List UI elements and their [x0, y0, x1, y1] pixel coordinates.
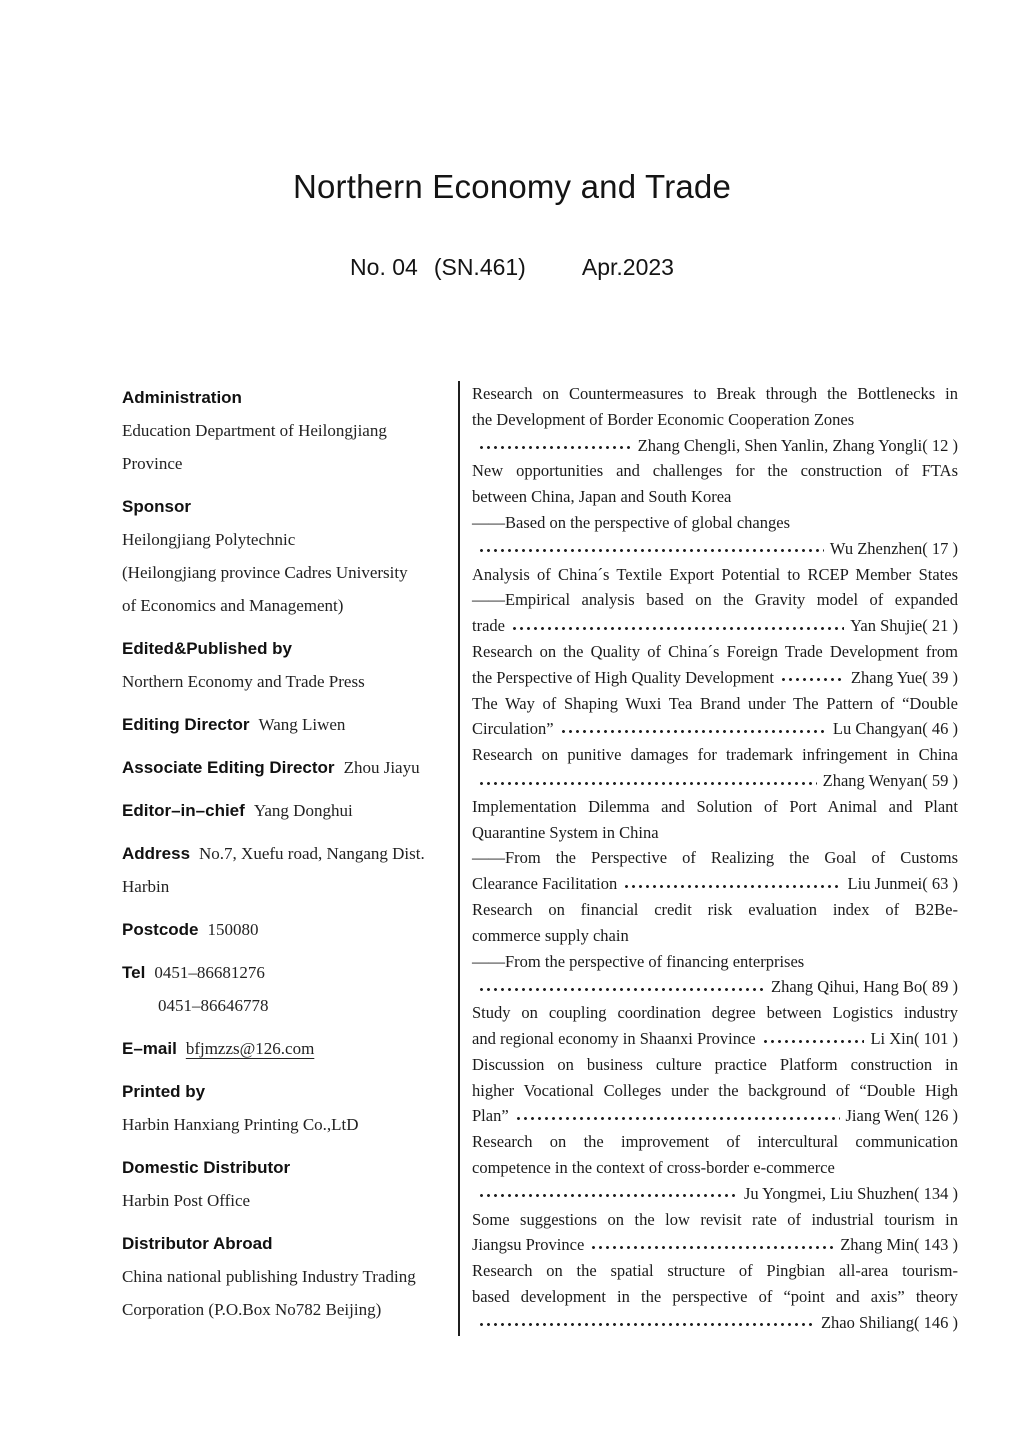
publisher-value: 150080 — [207, 920, 259, 939]
dot-leader — [560, 716, 827, 742]
publisher-value-line: Northern Economy and Trade Press — [122, 672, 365, 691]
publisher-label: Administration — [122, 388, 242, 407]
toc-authors-page: Wu Zhenzhen( 17 ) — [829, 538, 958, 558]
toc-title-line: Research on Countermeasures to Break through the Bottlenecks in — [472, 384, 958, 403]
dot-leader — [478, 1181, 738, 1207]
toc-authors-page: Li Xin( 101 ) — [870, 1028, 958, 1048]
toc-title-line: Research on punitive damages for trademark infringement in China — [472, 745, 958, 765]
toc-title-line: ——From the Perspective of Realizing the Goal of Customs — [472, 848, 958, 868]
toc-authors-page: Zhang Min( 143 ) — [840, 1235, 958, 1255]
toc-entry — [472, 897, 958, 1000]
publisher-value: Yang Donghui — [253, 801, 353, 820]
publisher-block — [122, 1032, 452, 1065]
toc-author-line — [472, 536, 958, 562]
dot-leader — [478, 433, 632, 459]
toc-entry — [472, 1258, 958, 1335]
publisher-label: Editor–in–chief — [122, 801, 245, 820]
publisher-block — [122, 632, 452, 698]
toc-authors-page: Zhao Shiliang( 146 ) — [820, 1312, 958, 1332]
toc-authors-page: Ju Yongmei, Liu Shuzhen( 134 ) — [743, 1183, 958, 1203]
toc-title-line: Study on coupling coordination degree between Logistics industry — [472, 1003, 958, 1023]
dot-leader — [515, 1103, 840, 1129]
toc-title-line: commerce supply chain — [472, 925, 629, 945]
dot-leader — [478, 974, 765, 1000]
toc-entry — [472, 1129, 958, 1206]
toc-title-line: the Development of Border Economic Cooperation Zones — [472, 409, 855, 429]
publisher-label: Address — [122, 844, 191, 863]
publisher-block — [122, 381, 452, 480]
toc-title-line: Research on the improvement of intercultural communication — [472, 1132, 958, 1152]
toc-title-line: Analysis of China´s Textile Export Potential to RCEP Member States — [472, 564, 958, 584]
publisher-value-line: Heilongjiang Polytechnic — [122, 530, 296, 549]
toc-title-line: Research on the spatial structure of Pingbian all-area tourism- — [472, 1261, 958, 1281]
issue-number: No. 04 — [350, 254, 418, 280]
toc-author-line — [472, 665, 958, 691]
publisher-block — [122, 1151, 452, 1217]
toc-author-line — [472, 974, 958, 1000]
column-divider — [458, 381, 460, 1336]
publisher-value: No.7, Xuefu road, Nangang Dist. — [199, 844, 425, 863]
toc-authors-page: Jiang Wen( 126 ) — [845, 1106, 958, 1126]
publisher-value-line: Harbin Post Office — [122, 1191, 251, 1210]
toc-entry — [472, 691, 958, 743]
toc-author-line — [472, 1310, 958, 1336]
dot-leader — [780, 665, 845, 691]
publisher-block — [122, 794, 452, 827]
toc-entry — [472, 562, 958, 639]
publisher-block-heading — [122, 708, 452, 741]
toc-title-line: ——From the perspective of financing enterprises — [472, 951, 805, 971]
toc-author-line — [472, 1103, 958, 1129]
toc-entry — [472, 1000, 958, 1052]
toc-title-line: ——Empirical analysis based on the Gravity model of expanded — [472, 590, 958, 610]
publisher-value-line: Province — [122, 454, 183, 473]
publisher-block — [122, 956, 452, 1022]
publisher-block-heading — [122, 794, 452, 827]
toc-title-line: competence in the context of cross-border e-commerce — [472, 1157, 835, 1177]
publisher-value-line: Corporation (P.O.Box No782 Beijing) — [122, 1300, 382, 1319]
publisher-value-line: Harbin Hanxiang Printing Co.,LtD — [122, 1115, 359, 1134]
publisher-block — [122, 751, 452, 784]
publisher-value: 0451–86681276 — [154, 963, 265, 982]
toc-title-line: ——Based on the perspective of global changes — [472, 512, 790, 532]
masthead — [0, 0, 1024, 281]
publisher-block-heading — [122, 1032, 452, 1065]
toc-authors-page: Zhang Wenyan( 59 ) — [822, 770, 958, 790]
toc-title-line: Some suggestions on the low revisit rate of industrial tourism in — [472, 1209, 958, 1229]
toc-entry — [472, 458, 958, 561]
publisher-label: Associate Editing Director — [122, 758, 335, 777]
publisher-label: Sponsor — [122, 497, 191, 516]
toc-title-line: between China, Japan and South Korea — [472, 487, 732, 507]
publisher-value-line: of Economics and Management) — [122, 596, 344, 615]
dot-leader — [478, 768, 817, 794]
content-columns — [0, 381, 1024, 1336]
toc-title-fragment: and regional economy in Shaanxi Province — [472, 1028, 756, 1048]
toc-title-fragment: Circulation” — [472, 719, 554, 739]
publisher-block-heading — [122, 490, 452, 523]
toc-column — [472, 381, 958, 1336]
publisher-value-line: (Heilongjiang province Cadres University — [122, 563, 408, 582]
journal-title: Northern Economy and Trade — [292, 168, 732, 205]
toc-title-line: The Way of Shaping Wuxi Tea Brand under The Pattern of “Double — [472, 693, 958, 713]
toc-author-line — [472, 871, 958, 897]
email-link[interactable]: bfjmzzs@126.com — [185, 1039, 315, 1058]
dot-leader — [478, 536, 824, 562]
publisher-value-line: Harbin — [122, 877, 170, 896]
toc-title-line: higher Vocational Colleges under the background of “Double High — [472, 1080, 958, 1100]
toc-author-line — [472, 1232, 958, 1258]
toc-authors-page: Zhang Yue( 39 ) — [850, 667, 958, 687]
publisher-block-heading — [122, 913, 452, 946]
toc-title-line: Research on financial credit risk evaluation index of B2Be- — [472, 899, 958, 919]
issue-serial: (SN.461) — [433, 254, 526, 280]
publisher-block — [122, 490, 452, 622]
toc-entry — [472, 381, 958, 458]
toc-entry — [472, 1207, 958, 1259]
toc-author-line — [472, 1026, 958, 1052]
toc-title-fragment: Plan” — [472, 1106, 509, 1126]
publisher-label: Editing Director — [122, 715, 250, 734]
toc-title-fragment: Jiangsu Province — [472, 1235, 585, 1255]
toc-authors-page: Liu Junmei( 63 ) — [847, 874, 958, 894]
publisher-block-heading — [122, 1227, 452, 1260]
issue-date: Apr.2023 — [581, 254, 674, 280]
toc-author-line — [472, 613, 958, 639]
toc-author-line — [472, 716, 958, 742]
publisher-block-heading — [122, 381, 452, 414]
toc-authors-page: Lu Changyan( 46 ) — [832, 719, 958, 739]
dot-leader — [762, 1026, 865, 1052]
publisher-block-heading — [122, 956, 452, 989]
publisher-label: Distributor Abroad — [122, 1234, 273, 1253]
publisher-block-heading — [122, 751, 452, 784]
toc-authors-page: Yan Shujie( 21 ) — [850, 616, 958, 636]
toc-title-line: Quarantine System in China — [472, 822, 659, 842]
publisher-block — [122, 913, 452, 946]
publisher-value-line: Education Department of Heilongjiang — [122, 421, 387, 440]
dot-leader — [590, 1232, 834, 1258]
publisher-block — [122, 1075, 452, 1141]
dot-leader — [478, 1310, 815, 1336]
toc-title-line: based development in the perspective of “point and axis” theory — [472, 1286, 958, 1306]
toc-entry — [472, 794, 958, 897]
publisher-block — [122, 1227, 452, 1326]
publisher-value-line: 0451–86646778 — [158, 996, 269, 1015]
publisher-label: Domestic Distributor — [122, 1158, 291, 1177]
toc-entry — [472, 639, 958, 691]
issue-line — [0, 254, 1024, 281]
publisher-label: Printed by — [122, 1082, 206, 1101]
toc-authors-page: Zhang Chengli, Shen Yanlin, Zhang Yongli( 12 ) — [637, 435, 958, 455]
publisher-block-heading — [122, 632, 452, 665]
publisher-label: Tel — [122, 963, 146, 982]
publisher-label: Postcode — [122, 920, 199, 939]
publisher-block-heading — [122, 1075, 452, 1108]
publisher-block — [122, 837, 452, 903]
toc-title-fragment: the Perspective of High Quality Development — [472, 667, 774, 687]
toc-author-line — [472, 433, 958, 459]
publisher-block-heading — [122, 1151, 452, 1184]
toc-title-line: Research on the Quality of China´s Foreign Trade Development from — [472, 641, 958, 661]
toc-authors-page: Zhang Qihui, Hang Bo( 89 ) — [771, 977, 958, 997]
publisher-label: E–mail — [122, 1039, 177, 1058]
toc-title-fragment: trade — [472, 616, 505, 636]
toc-title-line: Discussion on business culture practice Platform construction in — [472, 1054, 958, 1074]
dot-leader — [511, 613, 844, 639]
publisher-label: Edited&Published by — [122, 639, 293, 658]
toc-author-line — [472, 768, 958, 794]
dot-leader — [623, 871, 841, 897]
publisher-value: Zhou Jiayu — [343, 758, 420, 777]
toc-author-line — [472, 1181, 958, 1207]
publisher-info-column — [122, 381, 452, 1336]
toc-title-line: Implementation Dilemma and Solution of Port Animal and Plant — [472, 796, 958, 816]
publisher-block-heading — [122, 837, 452, 870]
publisher-value-line: China national publishing Industry Trading — [122, 1267, 416, 1286]
toc-title-line: New opportunities and challenges for the construction of FTAs — [472, 461, 958, 481]
publisher-value: Wang Liwen — [258, 715, 346, 734]
publisher-block — [122, 708, 452, 741]
toc-title-fragment: Clearance Facilitation — [472, 874, 618, 894]
toc-entry — [472, 1052, 958, 1129]
toc-entry — [472, 742, 958, 794]
